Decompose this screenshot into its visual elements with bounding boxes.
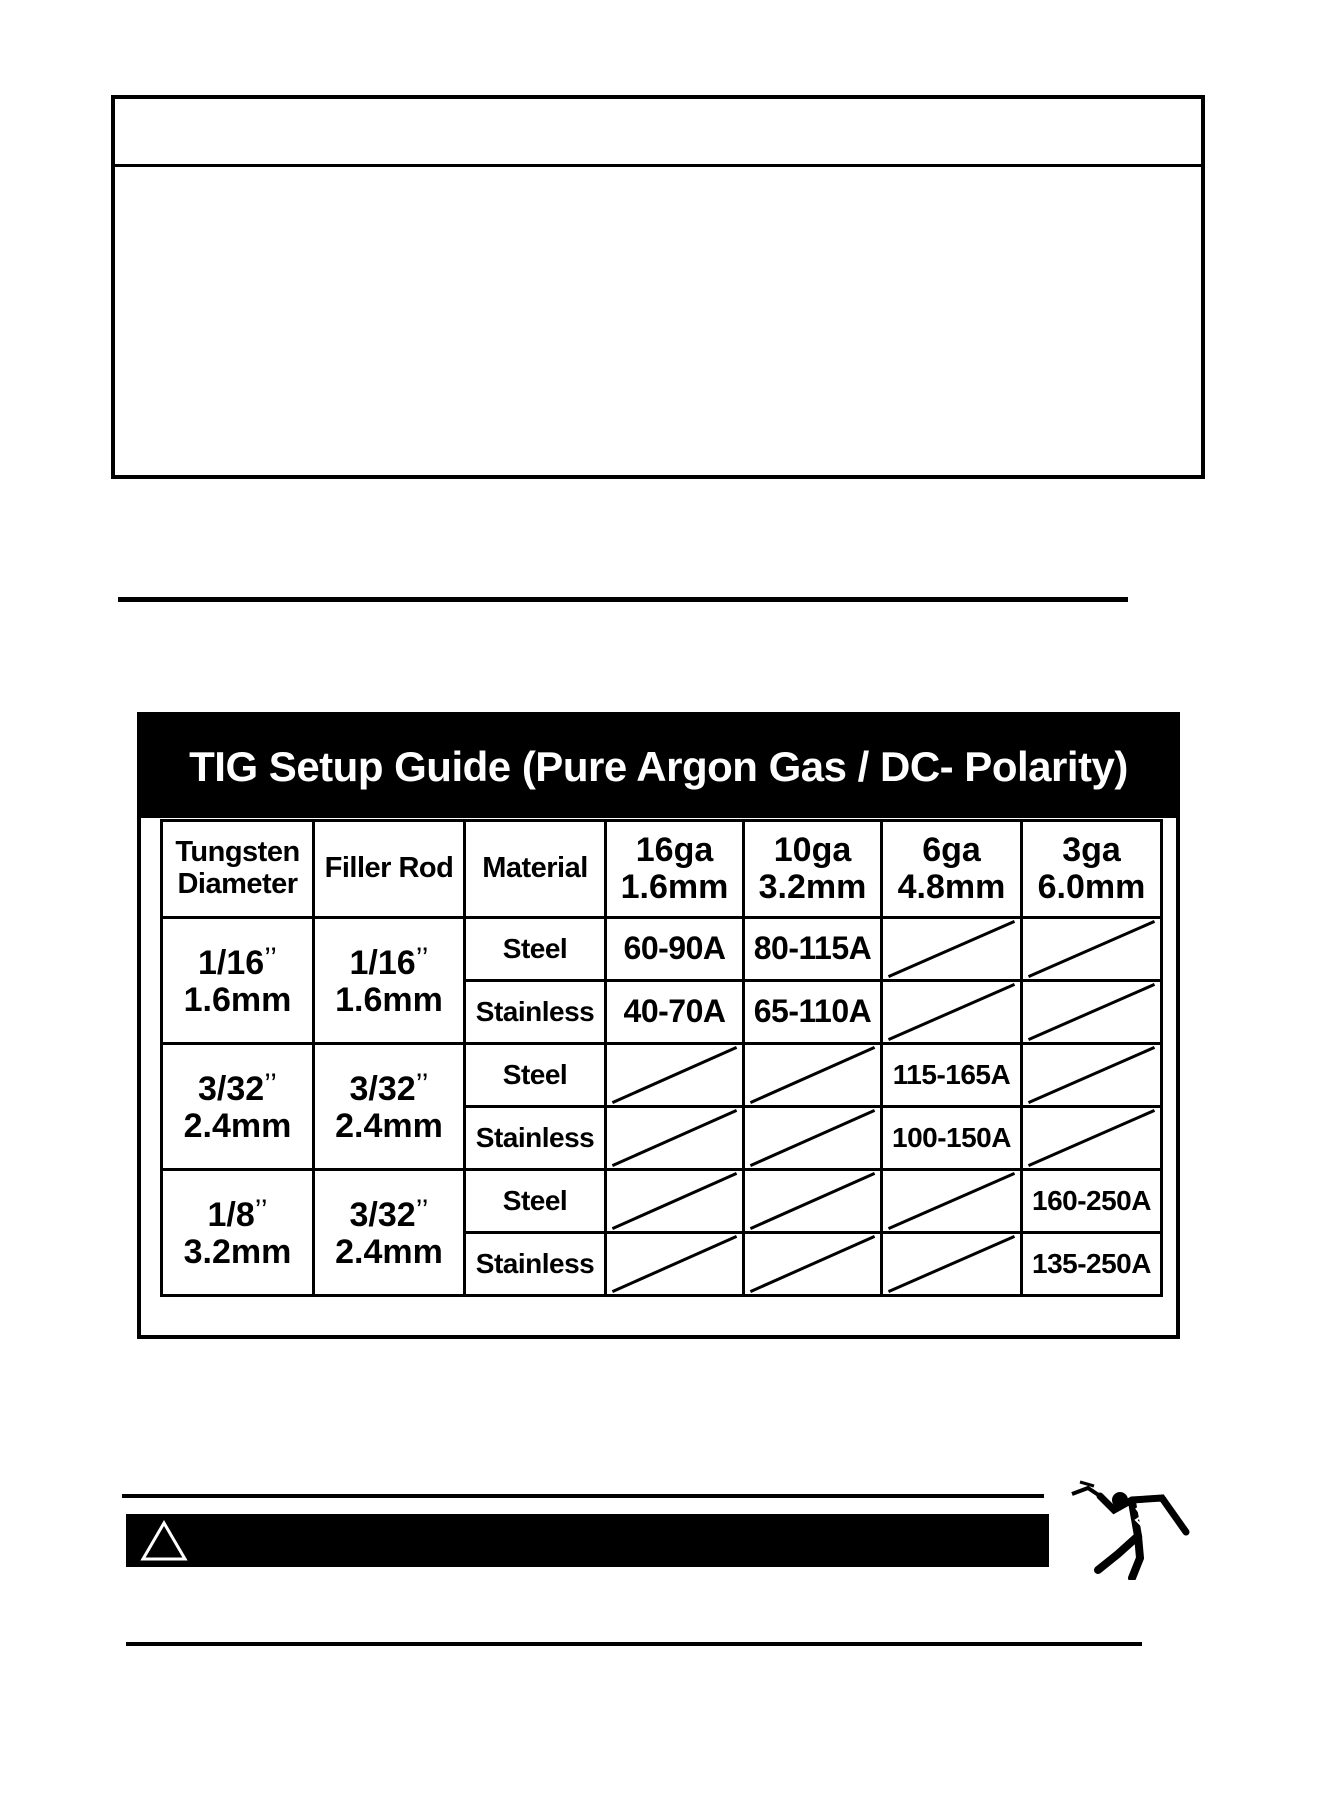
- not-applicable-slash: [745, 1171, 880, 1231]
- danger-header-bar: [126, 1514, 1049, 1567]
- box-header-divider: [115, 164, 1201, 167]
- not-applicable-slash: [1023, 982, 1160, 1042]
- not-applicable-slash: [607, 1045, 742, 1105]
- setup-table: [160, 819, 1163, 1297]
- table-row: [162, 1170, 1162, 1233]
- filler-mm: 2.4mm: [335, 1233, 443, 1271]
- not-applicable-slash: [607, 1108, 742, 1168]
- not-applicable-cell: [882, 1233, 1022, 1296]
- amperage-cell: 160-250A: [1022, 1170, 1162, 1233]
- not-applicable-cell: [744, 1170, 882, 1233]
- not-applicable-slash: [1023, 1108, 1160, 1168]
- material-cell: Steel: [465, 1044, 606, 1107]
- header-mm: 1.6mm: [620, 868, 729, 906]
- header-row: [162, 821, 1162, 918]
- material-cell: Steel: [465, 1170, 606, 1233]
- not-applicable-cell: [606, 1170, 744, 1233]
- not-applicable-cell: [606, 1044, 744, 1107]
- not-applicable-slash: [607, 1171, 742, 1231]
- tig-setup-guide: [137, 712, 1180, 1339]
- header-gauge: 6ga: [922, 830, 981, 869]
- header-tungsten-line1: Tungsten: [175, 836, 300, 869]
- filler-mm: 2.4mm: [335, 1107, 443, 1145]
- material-cell: Stainless: [465, 1233, 606, 1296]
- section-rule-2: [122, 1494, 1044, 1498]
- header-thickness-3ga: [1022, 821, 1162, 918]
- amperage-cell: 80-115A: [744, 918, 882, 981]
- not-applicable-cell: [1022, 918, 1162, 981]
- not-applicable-cell: [744, 1107, 882, 1170]
- tungsten-inch: 1/16: [198, 943, 265, 982]
- filler-rod-cell: [314, 1044, 465, 1170]
- tungsten-inch: 1/8: [207, 1195, 255, 1234]
- filler-rod-cell: [314, 1170, 465, 1296]
- tungsten-mm: 1.6mm: [183, 981, 292, 1019]
- inch-mark: ’’: [254, 1193, 268, 1227]
- amperage-cell: 135-250A: [1022, 1233, 1162, 1296]
- not-applicable-cell: [1022, 981, 1162, 1044]
- amperage-cell: 115-165A: [882, 1044, 1022, 1107]
- material-cell: Stainless: [465, 1107, 606, 1170]
- not-applicable-cell: [744, 1044, 882, 1107]
- header-tungsten-line2: Diameter: [177, 868, 298, 900]
- not-applicable-slash: [883, 1171, 1020, 1231]
- section-rule-3: [126, 1642, 1142, 1646]
- table-row: [162, 918, 1162, 981]
- inch-mark: ’’: [415, 1193, 429, 1227]
- inch-mark: ’’: [415, 941, 429, 975]
- filler-inch: 1/16: [349, 943, 416, 982]
- amperage-cell: 100-150A: [882, 1107, 1022, 1170]
- guide-title: TIG Setup Guide (Pure Argon Gas / DC- Polarity): [141, 716, 1176, 818]
- header-thickness-6ga: [882, 821, 1022, 918]
- filler-mm: 1.6mm: [335, 981, 443, 1019]
- header-material: Material: [465, 821, 606, 918]
- material-cell: Steel: [465, 918, 606, 981]
- header-mm: 3.2mm: [758, 868, 867, 906]
- header-filler: Filler Rod: [314, 821, 465, 918]
- filler-inch: 3/32: [349, 1069, 416, 1108]
- not-applicable-cell: [882, 1170, 1022, 1233]
- header-gauge: 10ga: [773, 830, 852, 869]
- not-applicable-cell: [1022, 1044, 1162, 1107]
- tungsten-diameter-cell: [162, 1170, 314, 1296]
- not-applicable-slash: [883, 919, 1020, 979]
- inch-mark: ’’: [415, 1067, 429, 1101]
- not-applicable-slash: [883, 982, 1020, 1042]
- header-thickness-10ga: [744, 821, 882, 918]
- not-applicable-slash: [1023, 1045, 1160, 1105]
- not-applicable-slash: [883, 1234, 1020, 1294]
- electric-shock-hazard-icon: [1070, 1478, 1196, 1580]
- header-gauge: 16ga: [635, 830, 714, 869]
- setup-body: [162, 918, 1162, 1296]
- not-applicable-slash: [745, 1234, 880, 1294]
- tungsten-mm: 3.2mm: [183, 1233, 292, 1271]
- not-applicable-slash: [607, 1234, 742, 1294]
- tungsten-diameter-cell: [162, 918, 314, 1044]
- header-mm: 4.8mm: [897, 868, 1006, 906]
- not-applicable-slash: [745, 1045, 880, 1105]
- tungsten-diameter-cell: [162, 1044, 314, 1170]
- not-applicable-cell: [744, 1233, 882, 1296]
- material-cell: Stainless: [465, 981, 606, 1044]
- not-applicable-cell: [1022, 1107, 1162, 1170]
- amperage-cell: 60-90A: [606, 918, 744, 981]
- header-thickness-16ga: [606, 821, 744, 918]
- inch-mark: ’’: [264, 1067, 277, 1101]
- amperage-cell: 40-70A: [606, 981, 744, 1044]
- header-tungsten: [162, 821, 314, 918]
- amperage-cell: 65-110A: [744, 981, 882, 1044]
- tungsten-mm: 2.4mm: [183, 1107, 292, 1145]
- header-gauge: 3ga: [1062, 830, 1121, 869]
- not-applicable-cell: [606, 1107, 744, 1170]
- top-notice-box: [111, 95, 1205, 479]
- header-mm: 6.0mm: [1037, 868, 1146, 906]
- tungsten-inch: 3/32: [198, 1069, 265, 1108]
- filler-rod-cell: [314, 918, 465, 1044]
- not-applicable-cell: [882, 981, 1022, 1044]
- not-applicable-cell: [882, 918, 1022, 981]
- not-applicable-slash: [1023, 919, 1160, 979]
- not-applicable-cell: [606, 1233, 744, 1296]
- inch-mark: ’’: [264, 941, 277, 975]
- warning-triangle-icon: [140, 1520, 188, 1562]
- section-rule-1: [118, 597, 1128, 602]
- not-applicable-slash: [745, 1108, 880, 1168]
- table-row: [162, 1044, 1162, 1107]
- filler-inch: 3/32: [349, 1195, 416, 1234]
